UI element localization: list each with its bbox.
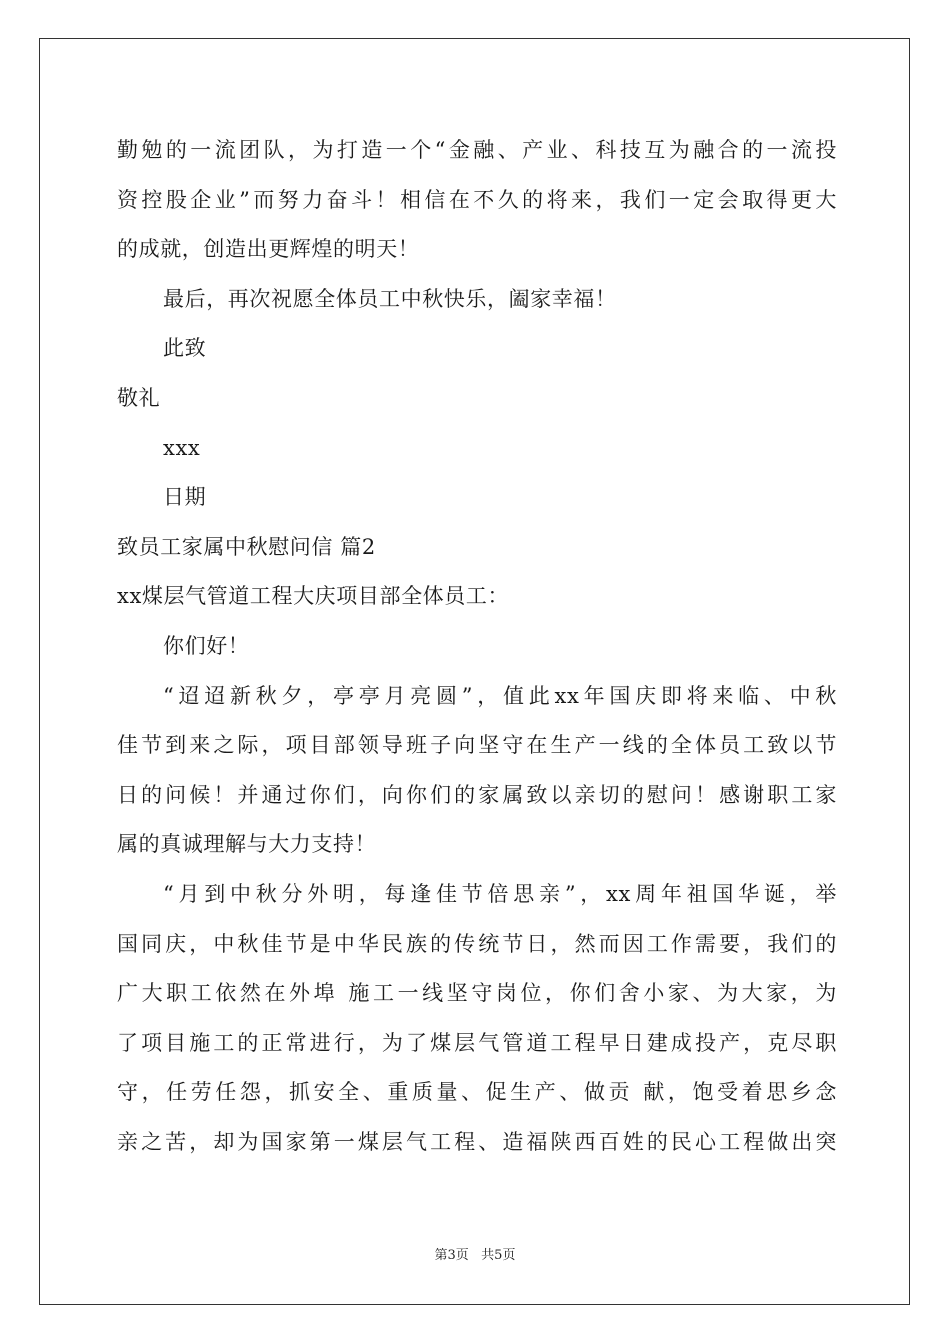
text-line: 此致 — [163, 336, 207, 361]
text-line: xx煤层气管道工程大庆项目部全体员工： — [117, 584, 510, 609]
text-line: 敬礼 — [117, 385, 161, 410]
text-line: 了项目施工的正常进行，为了煤层气管道工程早日建成投产，克尽职 — [117, 1030, 837, 1055]
text-line: 属的真诚理解与大力支持！ — [117, 832, 377, 857]
text-line: 资控股企业”而努力奋斗！相信在不久的将来，我们一定会取得更大 — [117, 187, 837, 212]
text-line: 日期 — [163, 485, 207, 510]
text-line: 广大职工依然在外埠 施工一线坚守岗位，你们舍小家、为大家，为 — [117, 981, 837, 1006]
text-line: 最后，再次祝愿全体员工中秋快乐，阖家幸福！ — [163, 286, 617, 311]
text-line: 佳节到来之际，项目部领导班子向坚守在生产一线的全体员工致以节 — [117, 733, 837, 758]
text-line: 日的问候！并通过你们，向你们的家属致以亲切的慰问！感谢职工家 — [117, 782, 837, 807]
text-line: 国同庆，中秋佳节是中华民族的传统节日，然而因工作需要，我们的 — [117, 931, 837, 956]
text-line: 勤勉的一流团队，为打造一个“金融、产业、科技互为融合的一流投 — [117, 138, 837, 162]
letter-body — [117, 126, 837, 1167]
text-line: 致员工家属中秋慰问信 篇2 — [117, 534, 376, 559]
page-number-footer: 第3页 共5页 — [434, 1248, 516, 1263]
text-line: xxx — [163, 435, 201, 460]
text-line: 你们好！ — [163, 633, 250, 658]
text-line: 亲之苦，却为国家第一煤层气工程、造福陕西百姓的民心工程做出突 — [117, 1129, 837, 1154]
text-line: 的成就，创造出更辉煌的明天！ — [117, 237, 420, 262]
text-line: “迢迢新秋夕，亭亭月亮圆”，值此xx年国庆即将来临、中秋 — [163, 683, 837, 708]
text-line: 守，任劳任怨，抓安全、重质量、促生产、做贡 献，饱受着思乡念 — [117, 1080, 837, 1105]
text-line: “月到中秋分外明，每逢佳节倍思亲”，xx周年祖国华诞，举 — [163, 881, 837, 906]
